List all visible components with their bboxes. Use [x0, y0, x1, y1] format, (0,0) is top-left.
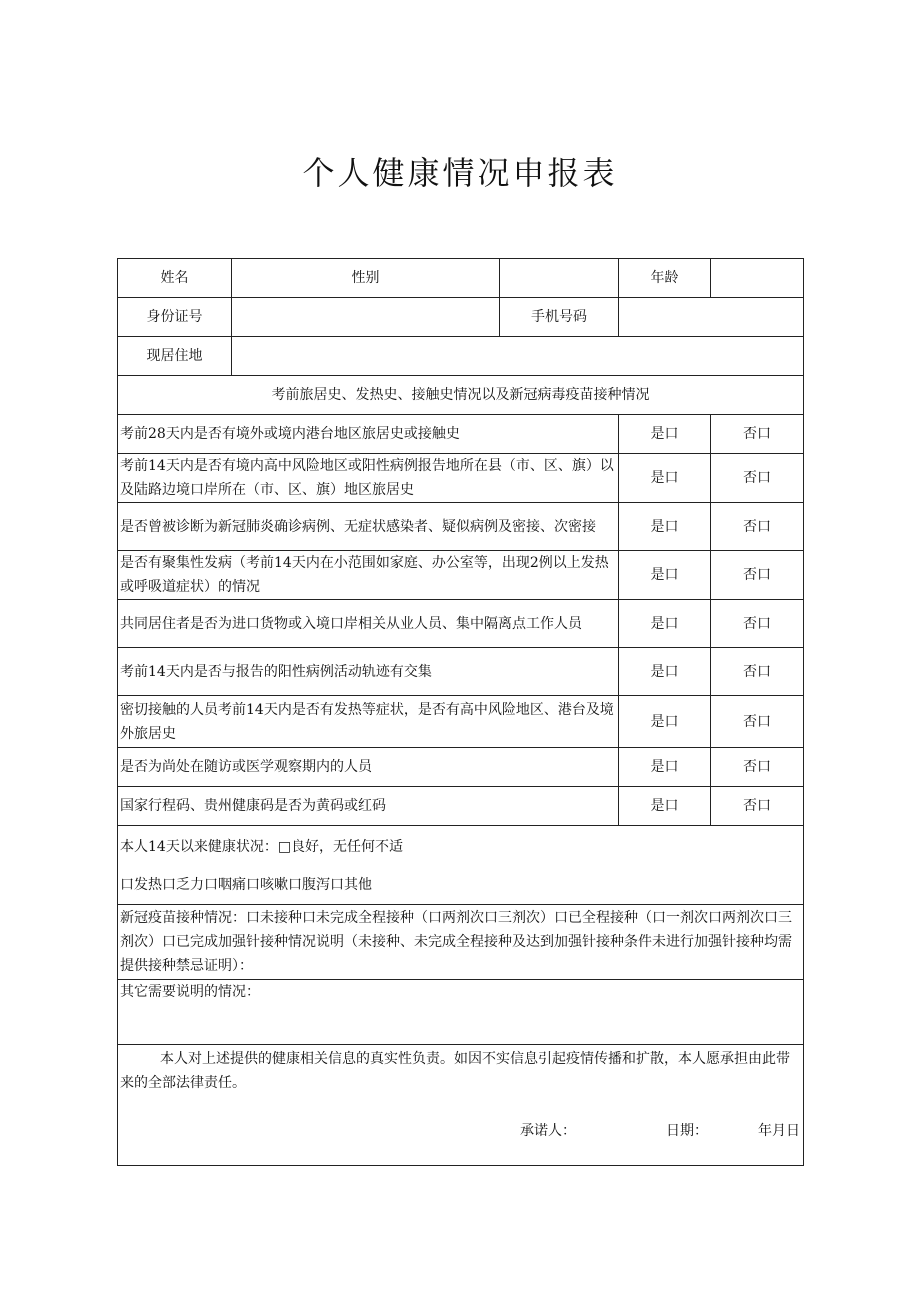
name-label: 姓名	[118, 259, 232, 298]
no-checkbox[interactable]: 否口	[711, 454, 804, 503]
no-checkbox[interactable]: 否口	[711, 503, 804, 551]
yes-checkbox[interactable]: 是口	[619, 415, 711, 454]
question-text: 是否曾被诊断为新冠肺炎确诊病例、无症状感染者、疑似病例及密接、次密接	[118, 503, 619, 551]
pledge-row	[118, 1045, 804, 1166]
other-notes-label: 其它需要说明的情况：	[120, 984, 260, 1000]
yes-checkbox[interactable]: 是口	[619, 454, 711, 503]
row-id-phone	[118, 298, 804, 337]
yes-checkbox[interactable]: 是口	[619, 696, 711, 748]
pledge-cell	[118, 1045, 804, 1166]
address-field[interactable]	[232, 337, 804, 376]
section-header: 考前旅居史、发热史、接触史情况以及新冠病毒疫苗接种情况	[118, 376, 804, 415]
question-text: 是否为尚处在随访或医学观察期内的人员	[118, 748, 619, 787]
other-notes-field[interactable]	[118, 980, 804, 1045]
row-address	[118, 337, 804, 376]
no-checkbox[interactable]: 否口	[711, 787, 804, 826]
date-label: 日期：	[666, 1123, 708, 1139]
form-title: 个人健康情况申报表	[302, 154, 618, 192]
yes-checkbox[interactable]: 是口	[619, 503, 711, 551]
yes-checkbox[interactable]: 是口	[619, 787, 711, 826]
gender-label: 性别	[232, 259, 500, 298]
health-declaration-form	[117, 258, 804, 1166]
other-row	[118, 980, 804, 1045]
symptoms-line[interactable]: 口发热口乏力口咽痛口咳嗽口腹泻口其他	[120, 877, 372, 893]
row-name-gender-age	[118, 259, 804, 298]
health-status-cell	[118, 826, 804, 905]
question-row	[118, 454, 804, 503]
question-row	[118, 415, 804, 454]
vaccine-row	[118, 905, 804, 980]
question-row	[118, 551, 804, 600]
yes-checkbox[interactable]: 是口	[619, 748, 711, 787]
health-status-row	[118, 826, 804, 905]
phone-label: 手机号码	[500, 298, 619, 337]
phone-field[interactable]	[619, 298, 804, 337]
yes-checkbox[interactable]: 是口	[619, 648, 711, 696]
question-row	[118, 600, 804, 648]
question-text: 是否有聚集性发病（考前14天内在小范围如家庭、办公室等，出现2例以上发热或呼吸道症状）的情况	[118, 551, 619, 600]
no-checkbox[interactable]: 否口	[711, 600, 804, 648]
address-label: 现居住地	[118, 337, 232, 376]
date-format: 年月日	[758, 1123, 800, 1139]
question-row	[118, 648, 804, 696]
question-text: 考前14天内是否有境内高中风险地区或阳性病例报告地所在县（市、区、旗）以及陆路边境口岸所在（市、区、旗）地区旅居史	[118, 454, 619, 503]
no-checkbox[interactable]: 否口	[711, 696, 804, 748]
vaccine-status[interactable]: 新冠疫苗接种情况：口未接种口未完成全程接种（口两剂次口三剂次）口已全程接种（口一剂次口两剂次口三剂次）口已完成加强针接种情况说明（未接种、未完成全程接种及达到加强针接种条件未进行加强针接种均需提供接种禁忌证明）：	[118, 905, 804, 980]
question-row	[118, 748, 804, 787]
question-row	[118, 787, 804, 826]
age-field[interactable]	[711, 259, 804, 298]
yes-checkbox[interactable]: 是口	[619, 551, 711, 600]
health-status-line[interactable]: 本人14天以来健康状况：□良好，无任何不适	[120, 839, 404, 855]
no-checkbox[interactable]: 否口	[711, 648, 804, 696]
no-checkbox[interactable]: 否口	[711, 748, 804, 787]
signer-label: 承诺人：	[520, 1123, 576, 1139]
question-text: 考前14天内是否与报告的阳性病例活动轨迹有交集	[118, 648, 619, 696]
question-text: 共同居住者是否为进口货物或入境口岸相关从业人员、集中隔离点工作人员	[118, 600, 619, 648]
signature-line	[120, 1111, 801, 1147]
no-checkbox[interactable]: 否口	[711, 415, 804, 454]
question-text: 考前28天内是否有境外或境内港台地区旅居史或接触史	[118, 415, 619, 454]
question-row	[118, 696, 804, 748]
question-text: 密切接触的人员考前14天内是否有发热等症状，是否有高中风险地区、港台及境外旅居史	[118, 696, 619, 748]
section-header-row	[118, 376, 804, 415]
age-label: 年龄	[619, 259, 711, 298]
pledge-statement: 本人对上述提供的健康相关信息的真实性负责。如因不实信息引起疫情传播和扩散，本人愿承担由此带来的全部法律责任。	[120, 1051, 790, 1091]
id-field[interactable]	[232, 298, 500, 337]
question-text: 国家行程码、贵州健康码是否为黄码或红码	[118, 787, 619, 826]
yes-checkbox[interactable]: 是口	[619, 600, 711, 648]
question-row	[118, 503, 804, 551]
id-label: 身份证号	[118, 298, 232, 337]
no-checkbox[interactable]: 否口	[711, 551, 804, 600]
gender-field[interactable]	[500, 259, 619, 298]
